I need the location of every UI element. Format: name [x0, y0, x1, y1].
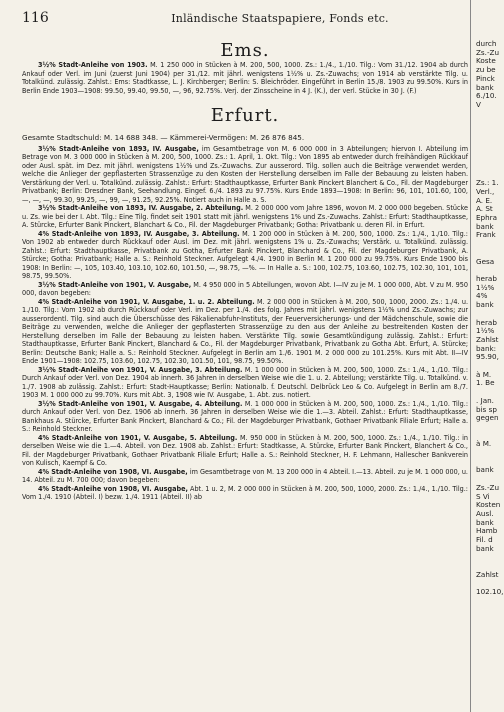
margin-fragment: 4%	[476, 291, 488, 301]
entry-lead: 3½% Stadt-Anleihe von 1893, IV. Ausgabe,	[38, 143, 199, 153]
entry-lead: 4% Stadt-Anleihe von 1893, IV. Ausgabe, 3. Abteilung.	[38, 228, 240, 238]
margin-fragment: Zahlst	[476, 334, 499, 344]
margin-fragment: bank	[476, 543, 494, 553]
entry-lead: 3½% Stadt-Anleihe von 1901, V. Ausgabe, 3. Abteilung.	[38, 364, 243, 374]
margin-fragment	[476, 144, 504, 153]
margin-fragment: durch	[476, 40, 497, 48]
entry-lead: 4% Stadt-Anleihe von 1908, VI. Ausgabe,	[38, 466, 188, 476]
entry-text: M. 1 000 000 in Stücken à M. 200, 500, 1000. Zs.: 1./4., 1./10. Tilg.: Durch Ankauf oder Verl. von Dez. 1904 ab innerh. 36 Jahren in derselben Weise wie die 1. u. 2. Abteilung; verstärkte Tilg. u. Totalkünd. v. 1./7. 1908 ab zulässig. Zahlst.: Erfurt: Stadt-Hauptkasse; Berlin: Nationalb. f. Deutschl. Delbrück Leo & Co. Aufgelegt in Berlin am 8./7. 1903 M. 1 000 000 zu 99.70%. Kurs mit Abt. 3, 1908 wie IV. Ausgabe, 1. Abt. zus. notiert.	[22, 364, 468, 399]
entry-lead: 3½% Stadt-Anleihe von 1901, V. Ausgabe, 4. Abteilung.	[38, 398, 243, 408]
entry-lead: 4% Stadt-Anleihe von 1908, VI. Ausgabe,	[38, 483, 188, 493]
margin-fragment: herab	[476, 273, 497, 283]
page-number: 116	[22, 10, 49, 26]
margin-fragment: S Vi	[476, 491, 490, 501]
margin-fragment: zu be	[476, 65, 496, 75]
margin-fragment: Zahlst	[476, 569, 499, 579]
margin-fragment: 1½%	[476, 326, 495, 336]
margin-fragment	[476, 553, 504, 562]
entry-text: Abt. 1 u. 2, M. 2 000 000 in Stücken à M. 200, 500, 1000, 2000. Zs.: 1./4., 1./10. Tilg.: Vom 1./4. 1910 (Abteil. I) bezw. 1./4. 1911 (Abteil. II) ab	[22, 483, 468, 501]
entry-lead: 3½% Stadt-Anleihe von 1893, IV. Ausgabe, 2. Abteilung.	[38, 203, 244, 212]
section-title-erfurt: Erfurt.	[210, 105, 280, 126]
margin-fragment: Gesa	[476, 256, 495, 266]
margin-fragment: 1. Be	[476, 378, 495, 388]
section-title-ems: Ems.	[220, 40, 270, 61]
margin-fragment: 102.10,	[476, 587, 504, 597]
margin-fragment: herab	[476, 317, 497, 327]
running-title: Inländische Staatspapiere, Fonds etc.	[171, 12, 389, 25]
entry-erfurt-5	[22, 298, 468, 366]
entry-text: M. 950 000 in Stücken à M. 200, 500, 1000. Zs.: 1./4., 1./10. Tilg.: in derselben Weise wie die 1.—4. Abteil. von Dez. 1908 ab. Zahlst.: Erfurt: Stadtkasse, A. Stürcke, Erfurter Bank Pinckert, Blanchert & Co., Fil. der Magdeburger Privatbank, Gothaer Privatbank Filiale Erfurt; Halle a. S.: Reinhold Steckner, H. F. Lehmann, Hallescher Bankverein von Kulisch, Kaempf & Co.	[22, 432, 468, 467]
entry-erfurt-2	[22, 204, 468, 230]
entry-erfurt-4	[22, 281, 468, 298]
entry-erfurt-6	[22, 366, 468, 400]
entry-text: M. 1 250 000 in Stücken à M. 200, 500, 1000. Zs.: 1./4., 1./10. Tilg.: Vom 31./12. 1904 ab durch Ankauf oder Verl. im Juni (zuerst Juni 1904) per 31./12. mit jährl. wenigstens 1½% u. Zs.-Zuwachs; von 1914 ab verstärkte Tilg. u. Totalkünd. zulässig. Zahlst.: Ems: Stadtkasse, L. J. Kirchberger; Berlin: S. Bleichröder. Eingeführt in Berlin 15./8. 1903 zu 99.50%. Kurs in Berlin Ende 1903—1908: 99.50, 99.40, 99.50, —, 96, 92.75%. Verj. der Zinsscheine in 4 J. (K.), der verl. Stücke in 30 J. (F.)	[22, 60, 468, 95]
adjacent-page-fragments	[476, 40, 504, 597]
entry-erfurt-1	[22, 145, 468, 205]
margin-fragment: Ephra	[476, 213, 498, 223]
margin-fragment: bank	[476, 465, 494, 475]
entry-ems-1903	[22, 61, 468, 95]
margin-fragment	[476, 423, 504, 432]
margin-fragment: bank	[476, 221, 494, 231]
margin-fragment: bank	[476, 300, 494, 310]
main-column	[22, 8, 468, 502]
gutter-divider	[470, 0, 471, 712]
margin-fragment: 1½%	[476, 282, 495, 292]
margin-fragment: 6./10.	[476, 91, 497, 101]
margin-fragment: bank	[476, 517, 494, 527]
margin-fragment: Pinck	[476, 73, 495, 83]
margin-fragment: Frank	[476, 230, 496, 240]
entry-text: M. 1 000 000 in Stücken à M. 200, 500, 1000. Zs.: 1./4., 1./10. Tilg.: durch Ankauf oder Verl. von Dez. 1906 ab innerh. 36 Jahren in derselben Weise wie die 1.—3. Abteil. Zahlst.: Erfurt: Stadthauptkasse, Bankhaus A. Stürcke, Erfurter Bank Pinckert, Blanchard & Co.; Fil. der Magdeburger Privatbank, Gothaer Privatbank Filiale Erfurt; Halle a. S.: Reinhold Steckner.	[22, 398, 468, 433]
entry-text: im Gesamtbetrage von M. 13 200 000 in 4 Abteil. I.—13. Abteil. zu je M. 1 000 000, u. 14. Abteil. zu M. 700 000; davon begeben:	[22, 466, 468, 484]
margin-fragment	[476, 118, 504, 127]
entry-lead: 4% Stadt-Anleihe von 1901, V. Ausgabe, 1. u. 2. Abteilung.	[38, 296, 255, 306]
margin-fragment: Kosten	[476, 500, 501, 510]
entry-lead: 3½% Stadt-Anleihe von 1903.	[38, 60, 148, 69]
margin-fragment: Fil. d	[476, 535, 493, 545]
entry-erfurt-8	[22, 434, 468, 468]
entry-erfurt-7	[22, 400, 468, 434]
municipal-debt-summary: Gesamte Stadtschuld: M. 14 688 348. — Kämmerei-Vermögen: M. 26 876 845.	[22, 133, 305, 142]
margin-fragment: Zs.: 1.	[476, 178, 499, 188]
entry-text: M. 2 000 000 vom Jahre 1896, wovon M. 2 000 000 begeben. Stücke u. Zs. wie bei der I. Abt. Tilg.: Eine Tilg. findet seit 1901 statt mit jährl. wenigstens 1% und Zs.-Zuwachs. Zahlst.: Erfurt: Stadthauptkasse, A. Stürcke, Erfurter Bank Pinckert, Blanchart & Co., Fil. der Magdeburger Privatbank; Gotha: Privatbank u. deren Fil. in Erfurt.	[22, 203, 468, 229]
margin-fragment: à M.	[476, 439, 492, 449]
margin-fragment: . Jan.	[476, 395, 494, 405]
margin-fragment: à M.	[476, 369, 492, 379]
entry-lead: 3½% Stadt-Anleihe von 1901, V. Ausgabe,	[38, 279, 192, 289]
margin-fragment: bis sp	[476, 404, 497, 414]
margin-fragment: Zs.-Zu	[476, 482, 500, 492]
page-header	[22, 8, 468, 28]
margin-fragment: Koste	[476, 56, 496, 66]
entry-text: M. 1 200 000 in Stücken à M. 200, 500, 1000. Zs.: 1./4., 1./10. Tilg.: Von 1902 ab entweder durch Rückkauf oder Ausl. im Dez. mit jährl. wenigstens 1% u. Zs.-Zuwachs; Verstärk. u. Totalkünd. zulässig. Zahlst.: Erfurt: Stadthauptkasse, Privatbank zu Gotha, Erfurter Bank Pinckert, Blanchard & Co., Fil. der Magdeburger Privatbank, A. Stürcke; Gotha: Privatbank; Halle a. S.: Reinhold Steckner. Aufgelegt 4./4. 1900 in Berlin M. 1 200 000 zu 99.75%. Kurs Ende 1900 bis 1908: In Berlin: —, 105, 103.40, 103.10, 102.60, 101.50, —, 98.75, —%. — In Halle a. S.: 100, 102.75, 103.60, 102.75, 102.30, 101, 101, 98.75, 99.50%.	[22, 228, 468, 280]
entry-erfurt-3	[22, 230, 468, 281]
margin-fragment: bank:	[476, 343, 497, 353]
margin-fragment	[476, 162, 504, 171]
entry-text: im Gesamtbetrage von M. 6 000 000 in 3 Abteilungen; hiervon I. Abteilung im Betrage von M. 3 000 000 in Stücken à M. 200, 500, 1000. Zs.: 1. April, 1. Okt. Tilg.: Von 1895 ab entweder durch freihändigen Rückkauf oder Ausl. spät. im Dez. mit jährl. wenigstens 1½% und Zs.-Zuwachs. Zur ausserord. Tilg. sollen auch die Beiträge verwendet werden, welche die Anlieger der gepflasterten Strassenzüge zu den Kosten der Herstellung derselben im Falle der Bebauung zu leisten haben. Verstärkung der Verl. u. Totalkünd. zulässig. Zahlst.: Erfurt: Stadthauptkasse, Erfurter Bank Pinckert Blanchert & Co., Fil. der Magdeburger Privatbank; Berlin: Dresdner Bank, Seehandlung. Eingef. 6./4. 1893 zu 97.75%. Kurs Ende 1893—1908: In Berlin: 96, 101, 101.60, 100, —, —, —, 99.30, 99.25, —, 99, —, 91.25, 92.25%. Notiert auch in Halle a. S.	[22, 143, 468, 204]
margin-fragment: Zs.-Zu	[476, 47, 500, 57]
entry-erfurt-10	[22, 485, 468, 502]
margin-fragment: A. E.	[476, 195, 493, 205]
entry-erfurt-9	[22, 468, 468, 485]
margin-fragment: bank	[476, 82, 494, 92]
margin-fragment: Ausl.	[476, 508, 494, 518]
entry-lead: 4% Stadt-Anleihe von 1901, V. Ausgabe, 5. Abteilung.	[38, 432, 238, 442]
margin-fragment: A. St	[476, 204, 493, 214]
margin-fragment: gegen	[476, 413, 499, 423]
margin-fragment	[476, 127, 504, 136]
margin-fragment	[476, 449, 504, 458]
margin-fragment: Hamb	[476, 526, 498, 536]
margin-fragment	[476, 240, 504, 249]
entry-text: M. 2 000 000 in Stücken à M. 200, 500, 1000, 2000. Zs.: 1./4. u. 1./10. Tilg.: Vom 1902 ab durch Rückkauf oder Verl. im Dez. per 1./4. des folg. Jahres mit jährl. wenigstens 1½% und Zs.-Zuwachs; zur ausserordentl. Tilg. sind auch die Überschüsse des Fäkalienabfuhr-Instituts, der Feuerversicherungs- und der Mädchenschule, sowie die Beiträge zu verwenden, welche die Anlieger der gepflasterten Strassenzüge zu den aus der Anleihe zu bestreitenden Kosten der Herstellung derselben im Falle der Bebauung zu leisten haben. Verstärkte Tilg. sowie Gesamtkündigung zulässig. Zahlst.: Erfurt: Stadthauptkasse, Erfurter Bank Pinckert, Blanchard & Co., Fil. der Magdeburger Privatbank, Privatbank zu Gotha Abt. Erfurt, A. Stürcke; Berlin: Deutsche Bank; Halle a. S.: Reinhold Steckner. Aufgelegt in Berlin am 1./6. 1901 M. 2 000 000 zu 101.25%. Kurs mit Abt. II—IV Ende 1901—1908: 102.75, 103.60, 102.75, 102.30, 101.50, 101, 98.75, 99.50%.	[22, 296, 468, 365]
margin-fragment	[476, 136, 504, 145]
margin-fragment	[476, 153, 504, 162]
entry-text: M. 4 950 000 in 5 Abteilungen, wovon Abt. I—IV zu je M. 1 000 000, Abt. V zu M. 950 000, davon begeben:	[22, 279, 468, 297]
margin-fragment: V	[476, 99, 481, 109]
margin-fragment: Verl.,	[476, 186, 495, 196]
margin-fragment	[476, 110, 504, 119]
margin-fragment: 95.90,	[476, 352, 499, 362]
